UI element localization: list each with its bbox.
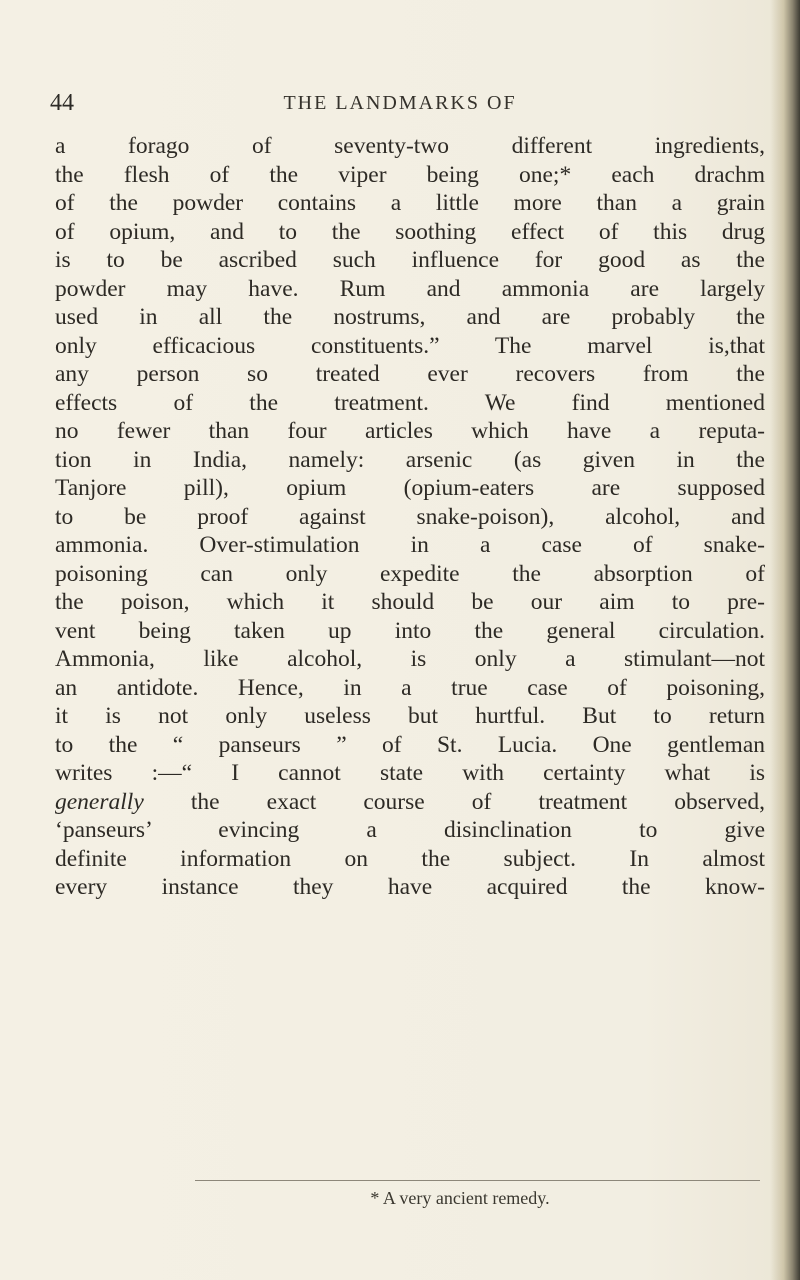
text-line: vent being taken up into the general circulation. — [55, 617, 765, 644]
text-line: to be proof against snake-poison), alcohol, and — [55, 503, 765, 530]
text-line: it is not only useless but hurtful. But to return — [55, 703, 765, 729]
text-line: every instance they have acquired the know- — [55, 874, 765, 900]
running-head: THE LANDMARKS OF — [283, 92, 517, 114]
text-line: to the “ panseurs ” of St. Lucia. One gentleman — [55, 731, 765, 758]
text-line: ammonia. Over-stimulation in a case of snake- — [55, 532, 765, 558]
text-line: Ammonia, like alcohol, is only a stimulant—not — [55, 646, 765, 672]
text-line: Tanjore pill), opium (opium-eaters are supposed — [55, 475, 765, 501]
text-line: powder may have. Rum and ammonia are largely — [55, 275, 765, 302]
text-line-rest: the exact course of treatment observed, — [190, 788, 765, 815]
page-binding-edge — [770, 0, 800, 1280]
text-line: of opium, and to the soothing effect of this drug — [55, 218, 765, 245]
text-line: only efficacious constituents.” The marvel is,that — [55, 332, 765, 359]
footnote-divider — [195, 1180, 760, 1181]
italic-word: generally — [55, 788, 144, 815]
text-line: tion in India, namely: arsenic (as given in the — [55, 446, 765, 473]
text-line-with-italic — [55, 788, 765, 817]
text-line: the poison, which it should be our aim to pre- — [55, 589, 765, 615]
text-line: writes :—“ I cannot state with certainty what is — [55, 760, 765, 786]
text-line: used in all the nostrums, and are probably the — [55, 304, 765, 330]
text-line: of the powder contains a little more than a grain — [55, 190, 765, 216]
body-text — [55, 132, 765, 902]
text-line: no fewer than four articles which have a reputa- — [55, 418, 765, 444]
text-line: ‘panseurs’ evincing a disinclination to give — [55, 817, 765, 843]
text-line: a forago of seventy-two different ingredients, — [55, 133, 765, 159]
text-line: effects of the treatment. We find mentioned — [55, 389, 765, 416]
text-line: poisoning can only expedite the absorption of — [55, 560, 765, 587]
page-number: 44 — [50, 90, 74, 116]
text-line: the flesh of the viper being one;* each drachm — [55, 161, 765, 188]
text-line: an antidote. Hence, in a true case of poisoning, — [55, 674, 765, 701]
footnote: * A very ancient remedy. — [370, 1188, 550, 1208]
page-header — [50, 90, 750, 120]
text-line: any person so treated ever recovers from the — [55, 361, 765, 387]
text-line: definite information on the subject. In almost — [55, 845, 765, 872]
text-line: is to be ascribed such influence for good as the — [55, 247, 765, 273]
